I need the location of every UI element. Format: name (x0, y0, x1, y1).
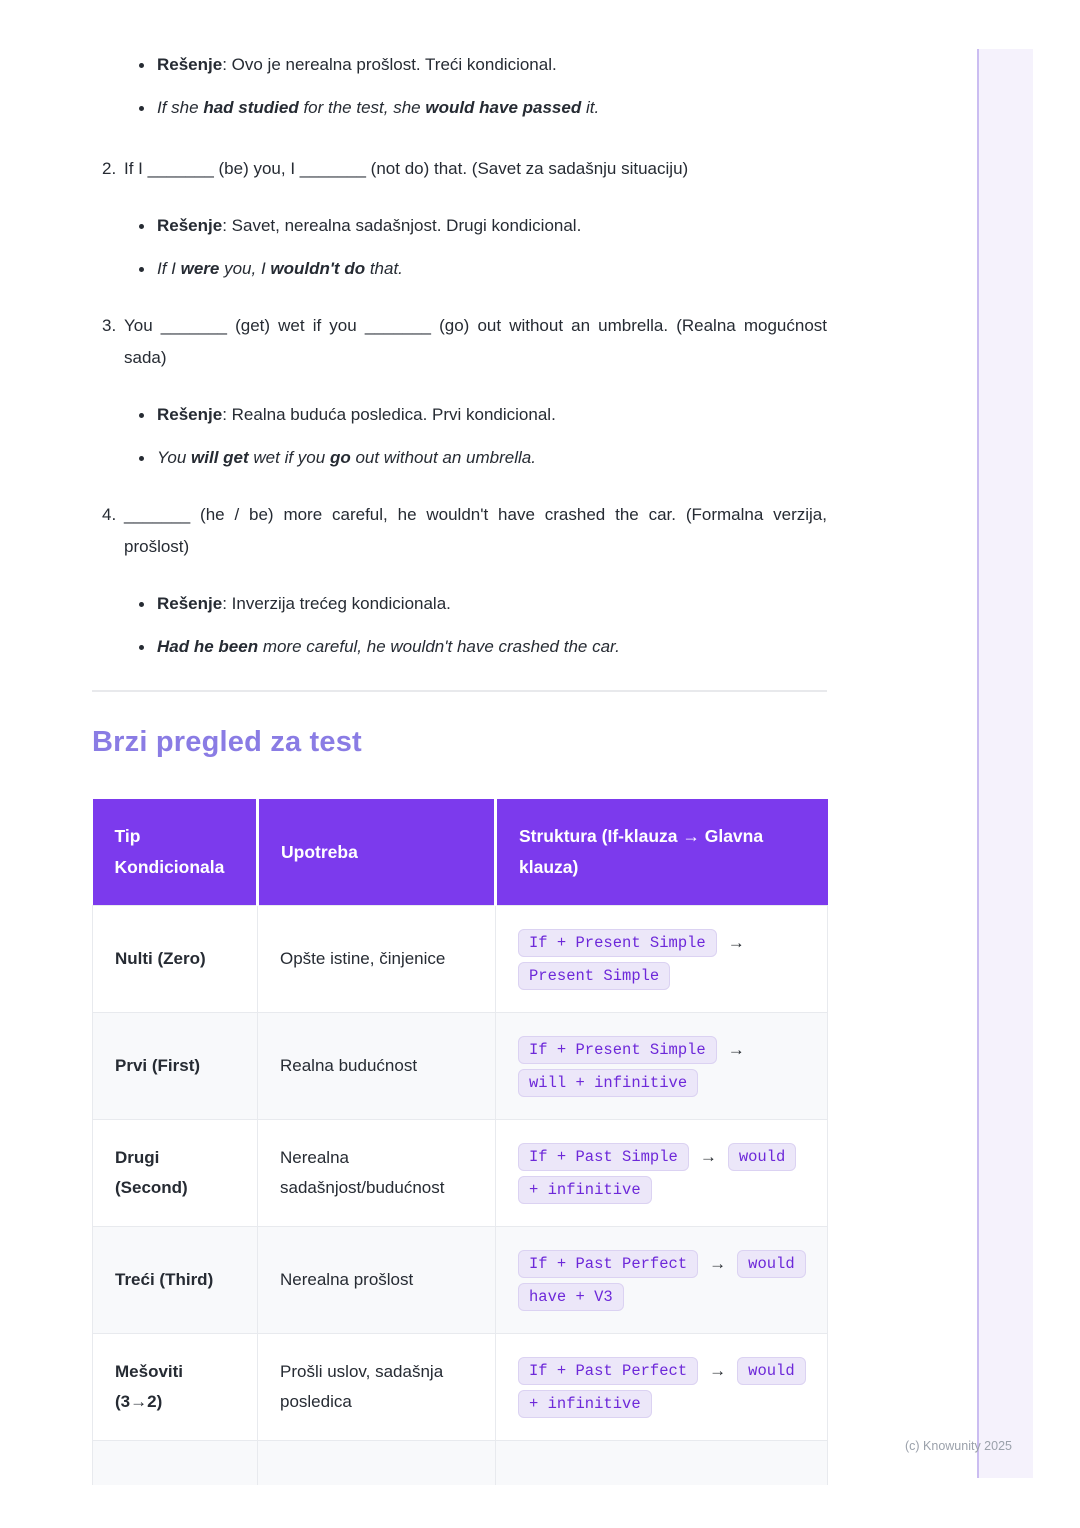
code-badge: will + infinitive (518, 1069, 698, 1097)
text-segment: Rešenje (157, 216, 223, 235)
text-segment: it. (581, 98, 600, 117)
code-badge: If + Present Simple (518, 1036, 717, 1064)
cell-struktura (496, 1227, 828, 1334)
cell-struktura (496, 1120, 828, 1227)
code-badge: have + V3 (518, 1283, 624, 1311)
text-segment: _______ (he / be) more careful, he wouldn't have crashed the car. (Formalna verzija, prošlost) (124, 505, 827, 556)
arrow-icon: → (699, 1147, 717, 1166)
struktura-line (518, 1069, 811, 1097)
text-segment: You _______ (get) wet if you _______ (go) out without an umbrella. (Realna mogućnost sada) (124, 316, 827, 367)
section-divider (92, 690, 827, 692)
cell-tip (93, 1334, 258, 1441)
table-row (93, 906, 828, 1013)
table-row (93, 1120, 828, 1227)
cell-upotreba: Nerealna sadašnjost/budućnost (258, 1120, 496, 1227)
exercise-bullet-list (92, 402, 827, 471)
bullet-item (157, 213, 827, 239)
code-badge: If + Present Simple (518, 929, 717, 957)
struktura-line (518, 1356, 811, 1386)
exercise-item (92, 499, 827, 563)
text-segment: If I (157, 259, 181, 278)
code-badge: If + Past Simple (518, 1143, 689, 1171)
arrow-icon: → (709, 1254, 727, 1273)
code-badge: If + Past Perfect (518, 1250, 698, 1278)
empty-cell (258, 1441, 496, 1485)
bullet-item (157, 256, 827, 282)
struktura-line (518, 1035, 811, 1065)
table-body (93, 906, 828, 1485)
cell-tip (93, 1120, 258, 1227)
text-segment: will get (191, 448, 249, 467)
text-segment: wet if you (248, 448, 330, 467)
text-segment: : Realna buduća posledica. Prvi kondicional. (222, 405, 556, 424)
table-header-row (93, 799, 828, 906)
cell-struktura (496, 1334, 828, 1441)
cell-tip (93, 1013, 258, 1120)
text-segment: for the test, she (298, 98, 426, 117)
code-badge: + infinitive (518, 1390, 652, 1418)
exercise-group (92, 310, 827, 471)
bullet-item (157, 591, 827, 617)
text-segment: that. (365, 259, 403, 278)
text-segment: out without an umbrella. (350, 448, 536, 467)
text-segment: were (180, 259, 220, 278)
struktura-line (518, 962, 811, 990)
conditionals-table (92, 799, 828, 1485)
struktura-line (518, 1249, 811, 1279)
exercise-bullet-list (92, 213, 827, 282)
bullet-item (157, 634, 827, 660)
exercise-item (92, 153, 827, 185)
header-cell-upotreba: Upotreba (258, 799, 496, 906)
tip-line: Prvi (First) (115, 1056, 201, 1075)
cell-struktura (496, 1013, 828, 1120)
watermark: (c) Knowunity 2025 (904, 1439, 1012, 1453)
exercise-list (92, 153, 827, 660)
code-badge: Present Simple (518, 962, 670, 990)
text-segment: Had he been (157, 637, 259, 656)
code-badge: If + Past Perfect (518, 1357, 698, 1385)
exercise-bullet-list (92, 591, 827, 660)
header-cell-struktura: Struktura (If-klauza → Glavna klauza) (496, 799, 828, 906)
text-segment: you, I (219, 259, 271, 278)
struktura-line (518, 1142, 811, 1172)
arrow-icon: → (727, 1040, 745, 1059)
exercise-group (92, 499, 827, 660)
arrow-icon: → (709, 1361, 727, 1380)
struktura-line (518, 1176, 811, 1204)
cell-struktura (496, 906, 828, 1013)
header-cell-tip: Tip Kondicionala (93, 799, 258, 906)
tip-line: Drugi (115, 1148, 160, 1167)
text-segment: If she (157, 98, 204, 117)
tip-line: (3→2) (115, 1392, 163, 1411)
arrow-icon: → (727, 933, 745, 952)
table-row (93, 1013, 828, 1120)
cell-upotreba: Opšte istine, činjenice (258, 906, 496, 1013)
table-row (93, 1227, 828, 1334)
cell-tip (93, 1227, 258, 1334)
empty-cell (93, 1441, 258, 1485)
code-badge: would (728, 1143, 797, 1171)
section-title: Brzi pregled za test (92, 726, 362, 758)
text-segment: had studied (203, 98, 299, 117)
next-page-edge-strip (977, 49, 1033, 1478)
bullet-item (157, 445, 827, 471)
struktura-line (518, 1283, 811, 1311)
code-badge: would (737, 1250, 806, 1278)
cell-upotreba: Realna budućnost (258, 1013, 496, 1120)
text-segment: : Savet, nerealna sadašnjost. Drugi kondicional. (222, 216, 582, 235)
text-segment: more careful, he wouldn't have crashed the car. (258, 637, 620, 656)
document-page (92, 0, 827, 1485)
exercise-number: 4. (102, 505, 117, 524)
tip-line: Nulti (Zero) (115, 949, 206, 968)
text-segment: : Ovo je nerealna prošlost. Treći kondicional. (222, 55, 557, 74)
struktura-line (518, 1390, 811, 1418)
tip-line: Treći (Third) (115, 1270, 214, 1289)
tip-line: Mešoviti (115, 1362, 184, 1381)
text-segment: Rešenje (157, 405, 223, 424)
exercise-number: 3. (102, 316, 117, 335)
table-row (93, 1334, 828, 1441)
cell-upotreba: Nerealna prošlost (258, 1227, 496, 1334)
table-header (93, 799, 828, 906)
code-badge: + infinitive (518, 1176, 652, 1204)
text-segment: go (329, 448, 351, 467)
text-segment: would have passed (425, 98, 582, 117)
code-badge: would (737, 1357, 806, 1385)
text-segment: : Inverzija trećeg kondicionala. (222, 594, 451, 613)
text-segment: Rešenje (157, 594, 223, 613)
bullet-item (157, 95, 827, 121)
cell-tip (93, 906, 258, 1013)
exercise-group (92, 153, 827, 282)
intro-bullet-list (92, 52, 827, 121)
text-segment: If I _______ (be) you, I _______ (not do) that. (Savet za sadašnju situaciju) (124, 159, 689, 178)
text-segment: Rešenje (157, 55, 223, 74)
text-segment: You (157, 448, 192, 467)
text-segment: wouldn't do (270, 259, 366, 278)
cell-upotreba: Prošli uslov, sadašnja posledica (258, 1334, 496, 1441)
bullet-item (157, 402, 827, 428)
bullet-item (157, 52, 827, 78)
struktura-line (518, 928, 811, 958)
table-row-partial (93, 1441, 828, 1485)
exercise-item (92, 310, 827, 374)
empty-cell (496, 1441, 828, 1485)
exercise-number: 2. (102, 159, 117, 178)
tip-line: (Second) (115, 1178, 188, 1197)
